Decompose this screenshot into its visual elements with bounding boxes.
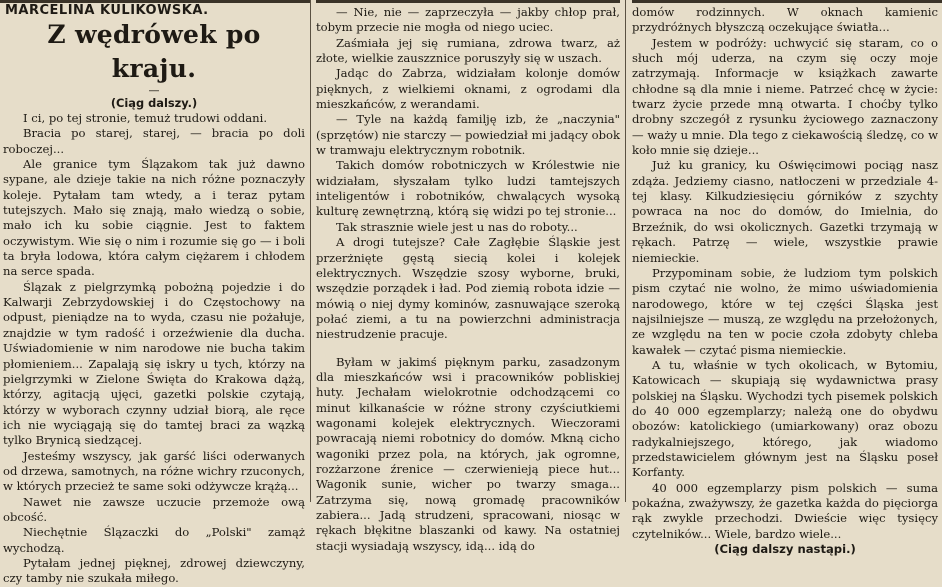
paragraph: — Tyle na każdą familję izb, że „naczynia" (sprzętów) nie starczy — powiedział mi jadący obok w tramwaju elektrycznym robotnik. xyxy=(316,112,620,158)
paragraph: Nawet nie zawsze uczucie przemoże ową obcość. xyxy=(3,494,305,524)
paragraph: Tak strasznie wiele jest u nas do roboty... xyxy=(336,219,578,234)
column-2 xyxy=(316,0,620,553)
paragraph: Niechętnie Ślązaczki do „Polski" zamąż wychodzą. xyxy=(3,525,305,555)
author-name: MARCELINA KULIKOWSKA. xyxy=(5,3,209,18)
paragraph: A tu, właśnie w tych okolicach, w Bytomiu, Katowicach — skupiają się wydawnictwa prasy polskiej na Śląsku. Wychodzi tych pisemek polskich do 40 000 egzemplarzy; należą one do obydwu obozów: katolickiego (umiarkowany) oraz obozu radykalniejszego, którego, jak wiadomo przedstawicielem głównym jest na Śląsku poseł Korfanty. xyxy=(632,357,938,480)
column-1 xyxy=(3,0,305,586)
paragraph: Już ku granicy, ku Oświęcimowi pociąg nasz zdąża. Jedziemy ciasno, natłoczeni w przedziale 4-tej klasy. Kilkudziesięciu górników z szychty powraca na noc do domów, do Imielnia, do Brzeźnik, do wsi okolicznych. Gazetki trzymają w rękach. Patrzę — wiele, wszystkie prawie niemieckie. xyxy=(632,158,938,265)
paragraph: Ślązak z pielgrzymką pobożną pojedzie i do Kalwarji Zebrzydowskiej i do Częstochowy na odpust, pieniądze na to wyda, czasu nie pożałuje, znajdzie w tym radość i orzeźwienie dla ducha. Uświadomienie w nim narodowe nie bucha takim płomieniem... Zapalają się iskry u tych, którzy na pielgrzymki w Zielone Święta do Krakowa dążą, którzy, agitacją ujęci, gazetki polskie czytają, którzy w wyborach czynny udział biorą, ale ręce ich nie wyciągają się do tamtej braci za wązką tylko Brynicą siedzącej. xyxy=(3,279,305,448)
paragraph: Pytałam jednej pięknej, zdrowej dziewczyny, czy tamby nie szukała miłego. xyxy=(3,555,305,586)
paragraph: A drogi tutejsze? Całe Zagłębie Śląskie jest przerżnięte gęstą siecią kolei i kolejek elektrycznych. Wszędzie szosy wyborne, bruki, wszędzie porządek i ład. Pod ziemią robota idzie — mówią o niej dymy kominów, zasnuwające szeroką połać ziemi, a tu na powierzchni administracja niestrudzenie pracuje. xyxy=(316,235,620,342)
paragraph: Jestem w podróży: uchwycić się staram, co o słuch mój uderza, na czym się oczy moje zatrzymają. Informacje w książkach zawarte chłodne są dla mnie i nieme. Patrzeć chcę w życie: twarz życie przede mną otwarta. I choćby tylko drobny szczegół z rysunku życiowego zaznaczony — waży u mnie. Dla tego z ciekawością śledzę, co w koło mnie się dzieje... xyxy=(632,35,938,158)
paragraph: — Nie, nie — zaprzeczyła — jakby chłop prał, tobym przecie nie mogła od niego uciec. xyxy=(316,5,620,35)
article-title: Z wędrówek po kraju. xyxy=(47,20,261,83)
column-divider xyxy=(625,0,626,502)
paragraph: 40 000 egzemplarzy pism polskich — suma pokaźna, zważywszy, że gazetka każda do pięciorga rąk zwykle przechodzi. Dwieście więc tysięcy czytelników... Wiele, bardzo wiele... xyxy=(632,480,938,541)
paragraph: Ale granice tym Ślązakom tak już dawno sypane, ale dzieje takie na nich różne poznaczyły koleje. Pytałam tam wtedy, a i teraz pytam tutejszych. Mało się znają, mało wiedzą o sobie, mało ich ku sobie ciągnie. Jest to faktem oczywistym. Wie się o nim i rozumie się go — i boli ta bryła lodowa, która całym ciężarem i chłodem na serce spada. xyxy=(3,157,305,279)
paragraph: Przypominam sobie, że ludziom tym polskich pism czytać nie wolno, że mimo uświadomienia narodowego, które w tej części Śląska jest najsilniejsze — muszą, ze względu na przełożonych, ze względu na ten w pocie czoła zdobyty chleba kawałek — czytać pisma niemieckie. xyxy=(632,265,938,357)
paragraph: Jesteśmy wszyscy, jak garść liści oderwanych od drzewa, samotnych, na różne wichry rzuconych, w których przecież te same soki odżywcze krążą... xyxy=(3,448,305,494)
paragraph: domów rodzinnych. W oknach kamienic przydróżnych błyszczą oczekujące światła... xyxy=(632,5,938,35)
column-3 xyxy=(632,0,938,557)
paragraph: Jadąc do Zabrza, widziałam kolonje domów pięknych, z wielkiemi oknami, z ogrodami dla mieszkańców, z werandami. xyxy=(316,66,620,112)
paragraph: Takich domów robotniczych w Królestwie nie widziałam, słyszałam tylko ludzi tamtejszych inteligentów i robotników, chwalących wysoką kulturę zewnętrzną, którą się widzi po tej stronie... xyxy=(316,158,620,219)
paragraph: Zaśmiała jej się rumiana, zdrowa twarz, aż złote, wielkie zauszznice poruszyły się w uszach. xyxy=(316,35,620,66)
continued-label: (Ciąg dalszy.) xyxy=(110,96,198,110)
column-divider xyxy=(310,0,311,502)
title-divider: — xyxy=(148,84,160,97)
paragraph: I ci, po tej stronie, temuż trudowi oddani. xyxy=(23,111,268,125)
section-gap xyxy=(316,343,620,355)
to-be-continued-note: (Ciąg dalszy nastąpi.) xyxy=(714,542,856,557)
paragraph: Byłam w jakimś pięknym parku, zasadzonym dla mieszkańców wsi i pracowników pobliskiej huty. Jechałam wielokrotnie odchodzącemi co minut kilkanaście w różne strony czyściutkiemi wagonami kolejek elektrycznych. Wieczorami powracają niemi robotnicy do domów. Mkną cicho wagoniki przez pola, na których, jak ogromne, rozżarzone źrenice — czerwienieją piece hut... Wagonik sunie, wicher po twarzy smaga... Zatrzyma się, nową gromadę pracowników zabiera... Jadą strudzeni, spracowani, niosąc w rękach błękitne blaszanki od kawy. Na ostatniej stacji wysiadają wszyscy, idą... idą do xyxy=(316,354,620,553)
paragraph: Bracia po starej, starej, — bracia po doli roboczej... xyxy=(3,126,305,156)
